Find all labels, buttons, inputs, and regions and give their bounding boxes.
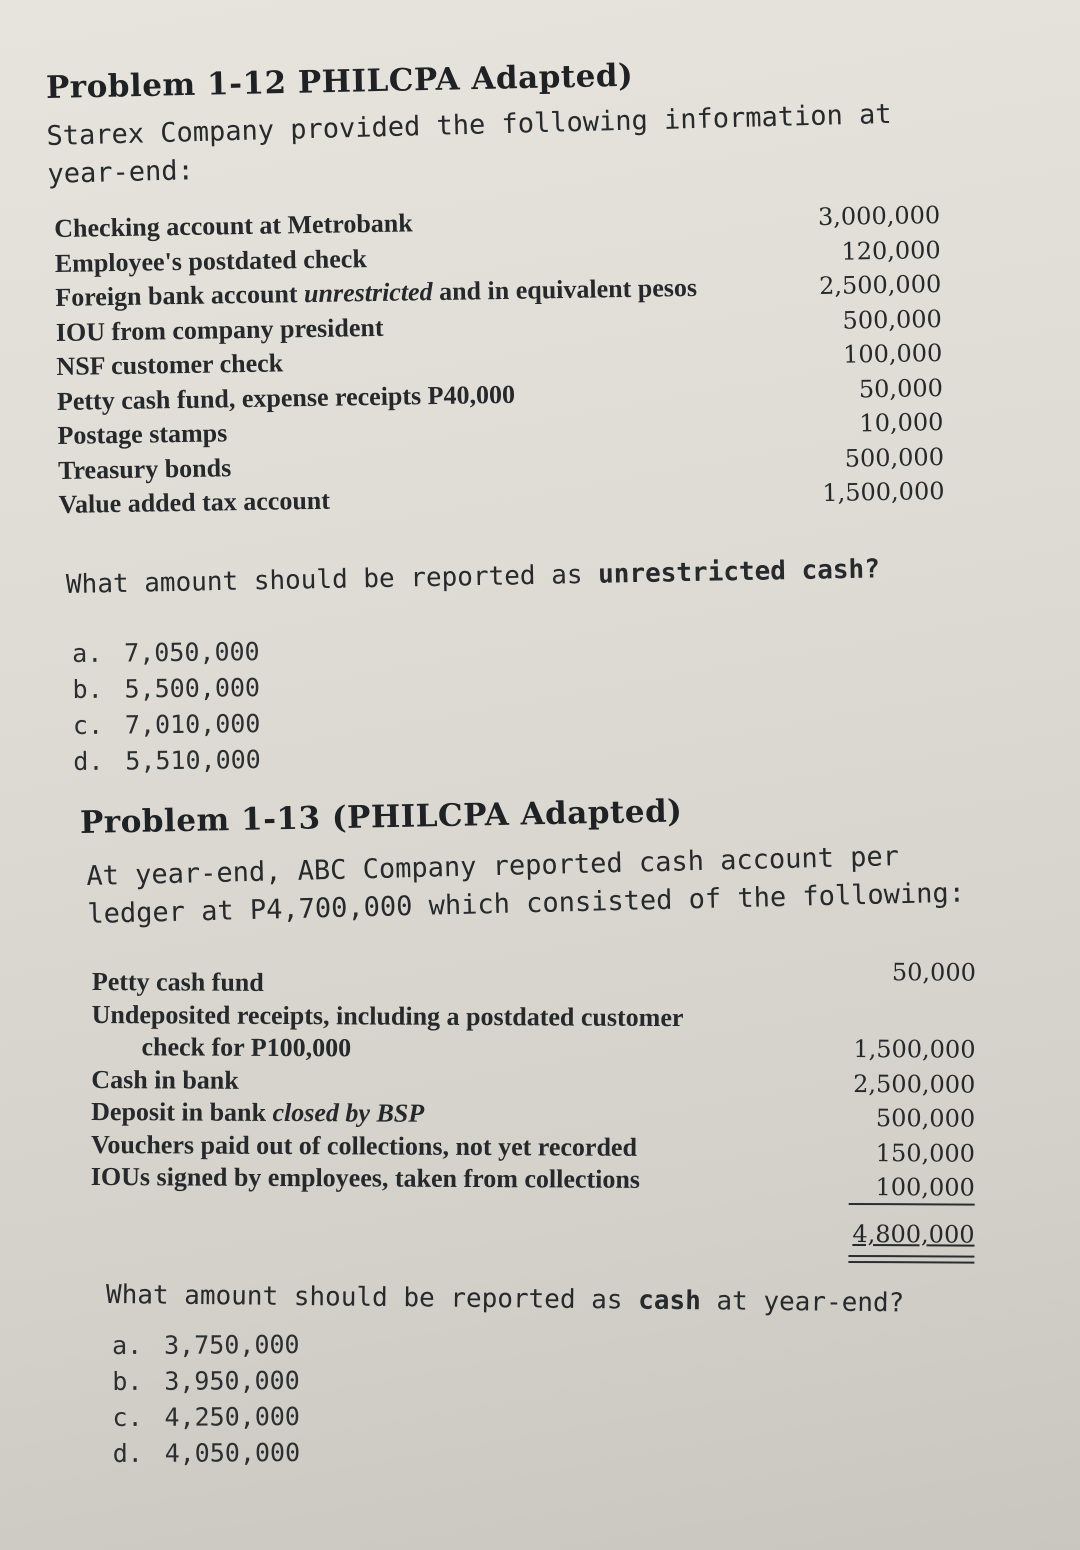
item-label-continued: check for P100,000 [141,1032,352,1063]
item-label: NSF customer check [56,348,284,381]
item-amount: 10,000 [859,408,944,438]
item-label-emphasis: closed by BSP [272,1097,425,1128]
list-item [91,955,976,997]
choice-letter: b. [112,1366,143,1396]
item-amount: 100,000 [842,339,943,369]
item-label: IOUs signed by employees, taken from collections [90,1161,641,1194]
item-amount: 50,000 [891,958,976,987]
item-label: Cash in bank [91,1064,239,1095]
choice-letter: b. [72,674,103,704]
choice-c [73,706,261,744]
item-label: Petty cash fund [91,966,264,997]
choice-value: 7,010,000 [124,709,261,740]
choice-value: 3,750,000 [164,1330,300,1360]
choice-a [112,1327,300,1364]
item-label: Treasury bonds [57,452,232,485]
item-label-part: Deposit in bank [91,1096,273,1127]
choice-value: 4,250,000 [164,1402,301,1432]
subtotal-rule [849,1203,975,1206]
item-amount: 3,000,000 [817,201,941,231]
choice-value: 5,510,000 [125,745,261,776]
question-emphasis: unrestricted cash? [597,554,881,590]
choice-a [72,634,260,672]
choice-letter: a. [72,638,103,668]
problem-13-item-list [90,955,976,1250]
item-label-part: and in equivalent pesos [432,272,698,307]
problem-12-intro: Starex Company provided the following information at year-end: [46,98,892,190]
item-label-emphasis: unrestricted [303,277,433,309]
item-amount: 100,000 [875,1173,975,1202]
item-amount: 50,000 [858,373,944,403]
list-item [91,1058,975,1097]
item-amount: 120,000 [841,235,941,266]
problem-13-choices [112,1327,300,1472]
choice-value: 3,950,000 [164,1366,300,1396]
item-label: Undeposited receipts, including a postdated customer [91,999,684,1032]
choice-letter: d. [112,1438,143,1468]
choice-value: 7,050,000 [124,637,260,668]
problem-13-intro: At year-end, ABC Company reported cash account per ledger at P4,700,000 which consisted of the following: [86,841,966,930]
choice-d [73,742,261,780]
question-emphasis: cash [638,1285,701,1317]
choice-letter: a. [112,1330,143,1360]
problem-13-question [106,1280,905,1318]
total-amount: 4,800,000 [852,1219,975,1249]
item-amount: 150,000 [875,1138,976,1168]
question-text: What amount should be reported as [65,559,599,600]
item-label: Value added tax account [58,485,331,519]
choice-b [72,670,260,708]
list-item [91,989,976,1032]
total-double-rule [848,1255,974,1264]
choice-d [113,1435,301,1472]
item-label: Vouchers paid out of collections, not yet recorded [90,1129,638,1162]
item-label: Checking account at Metrobank [54,208,413,243]
item-label: Petty cash fund, expense receipts P40,000 [56,379,516,416]
item-amount: 1,500,000 [822,477,945,507]
item-amount: 500,000 [844,442,945,473]
problem-13-title: Problem 1-13 (PHILCPA Adapted) [79,793,683,841]
item-label-part: Foreign bank account [55,279,305,312]
problem-12-choices [72,634,261,780]
item-amount: 1,500,000 [853,1034,976,1064]
item-amount: 2,500,000 [818,270,942,300]
list-item [91,1162,975,1201]
problem-12-item-list [54,198,945,522]
choice-letter: d. [73,746,104,776]
item-amount: 500,000 [875,1104,976,1133]
choice-b [112,1363,300,1400]
choice-letter: c. [72,710,104,740]
item-amount: 2,500,000 [853,1069,976,1099]
item-label: Employee's postdated check [54,243,367,278]
item-amount: 500,000 [842,304,943,335]
list-item [91,1024,975,1063]
item-label: Postage stamps [57,418,228,450]
problem-12-question [66,554,880,600]
choice-value: 5,500,000 [124,673,261,704]
question-text-end: at year-end? [700,1286,905,1319]
item-label: IOU from company president [55,312,384,347]
question-text: What amount should be reported as [105,1280,639,1316]
choice-letter: c. [112,1402,143,1432]
problem-12-title: Problem 1-12 PHILCPA Adapted) [45,57,634,106]
choice-c [112,1399,300,1436]
list-item [91,1093,975,1132]
item-label [91,1095,424,1131]
choice-value: 4,050,000 [164,1438,301,1468]
